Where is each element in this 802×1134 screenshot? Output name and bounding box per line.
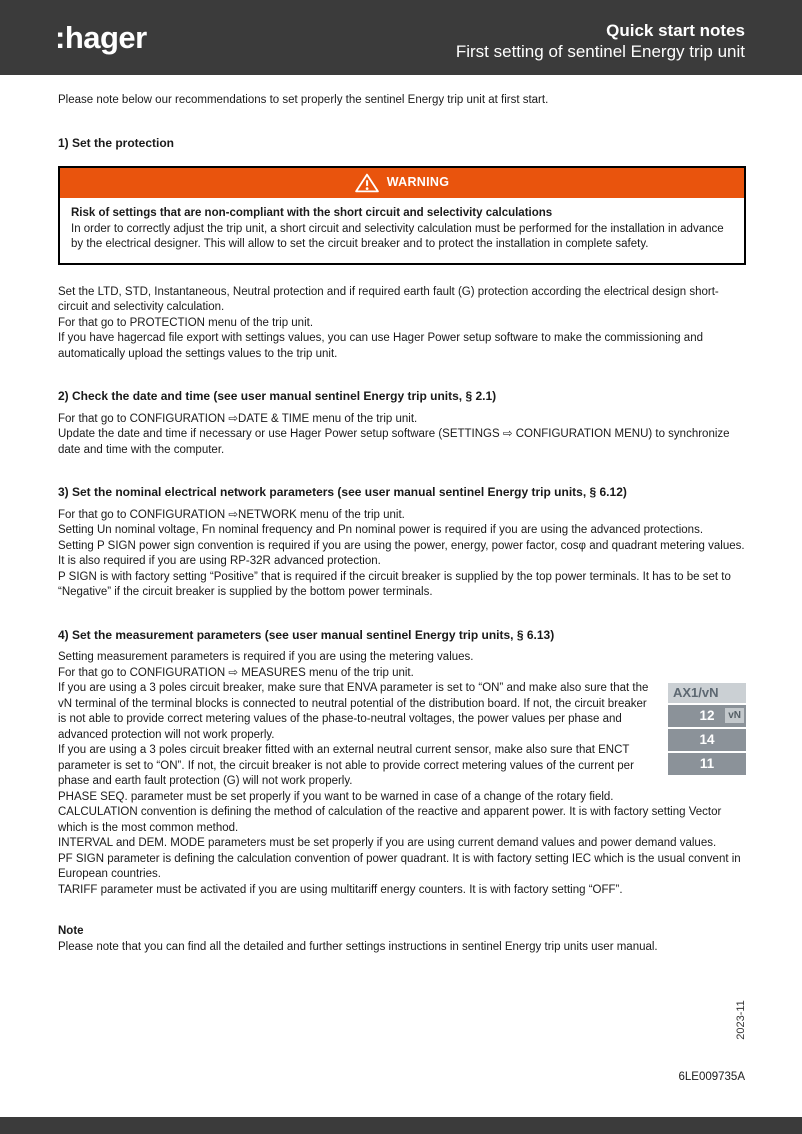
section-2-paragraphs (58, 412, 746, 459)
warning-label: WARNING (386, 175, 450, 190)
paragraph: CALCULATION convention is defining the method of calculation of the reactive and apparent power. It is with factory setting Vector which is the most common method. (58, 806, 722, 834)
paragraph: For that go to CONFIGURATION ⇨DATE & TIME menu of the trip unit. (58, 412, 418, 425)
paragraph: INTERVAL and DEM. MODE parameters must be set properly if you are using current demand values and power demand values. (58, 837, 717, 849)
paragraph: If you have hagercad file export with settings values, you can use Hager Power setup software to make the commissioning and automatically upload the settings values to the trip unit. (58, 332, 703, 360)
paragraph: TARIFF parameter must be activated if you are using multitariff energy counters. It is with factory setting “OFF”. (58, 883, 623, 896)
terminal-vn-tag: vN (725, 708, 744, 723)
paragraph: If you are using a 3 poles circuit breaker fitted with an external neutral current sensor, make also sure that ENCT parameter is set to “ON”. If not, the circuit breaker is not able to provide correct metering values of the current per phase and earth fault protection (G) will not work properly. (58, 744, 634, 787)
section-2-heading: 2) Check the date and time (see user manual sentinel Energy trip units, § 2.1) (58, 389, 497, 403)
warning-text: In order to correctly adjust the trip unit, a short circuit and selectivity calculation must be performed for the installation in advance by the electrical designer. This will allow to set the circuit breaker and to protect the installation in complete safety. (71, 222, 724, 250)
content-column (58, 75, 746, 955)
note-heading: Note (58, 925, 84, 937)
intro-text: Please note below our recommendations to set properly the sentinel Energy trip unit at first start. (58, 94, 549, 106)
section-3-heading: 3) Set the nominal electrical network parameters (see user manual sentinel Energy trip units, § 6.12) (58, 485, 627, 499)
paragraph: P SIGN is with factory setting “Positive” that is required if the circuit breaker is supplied by the top power terminals. It has to be set to “Negative” if the circuit breaker is supplied by the bottom power terminals. (58, 570, 731, 598)
doc-title: Quick start notes (606, 20, 745, 40)
terminal-number: 12 (699, 708, 715, 724)
warning-title: Risk of settings that are non-compliant with the short circuit and selectivity calculations (71, 207, 553, 219)
terminal-row-14 (668, 729, 746, 751)
section-4-paragraphs (58, 650, 746, 898)
note-text: Please note that you can find all the detailed and further settings instructions in sentinel Energy trip units user manual. (58, 940, 658, 953)
side-date: 2023-11 (735, 1000, 747, 1040)
paragraph: Update the date and time if necessary or use Hager Power setup software (SETTINGS ⇨ CONFIGURATION MENU) to synchronize date and time with the computer. (58, 428, 730, 456)
paragraph: Setting P SIGN power sign convention is required if you are using the power, energy, power factor, cosφ and quadrant metering values. It is also required if you are using RP-32R advanced protection. (58, 539, 745, 567)
page-footer (0, 1117, 802, 1134)
warning-box (58, 166, 746, 265)
paragraph: Set the LTD, STD, Instantaneous, Neutral protection and if required earth fault (G) protection according the electrical design short-circuit and selectivity calculation. (58, 285, 719, 313)
section-1-heading: 1) Set the protection (58, 135, 175, 150)
terminal-block-label: AX1/vN (668, 683, 746, 703)
document-reference: 6LE009735A (678, 1071, 745, 1083)
hager-logo: :hager (55, 19, 147, 55)
terminal-block-image (668, 683, 746, 775)
header-titles (456, 20, 745, 62)
paragraph: PF SIGN parameter is defining the calculation convention of power quadrant. It is with factory setting IEC which is the usual convent in European countries. (58, 852, 741, 880)
paragraph: Setting Un nominal voltage, Fn nominal frequency and Pn nominal power is required if you are using the advanced protections. (58, 524, 704, 536)
warning-triangle-icon (355, 173, 379, 193)
paragraph: PHASE SEQ. parameter must be set properly if you want to be warned in case of a change of the rotary field. (58, 790, 614, 803)
paragraph: For that go to CONFIGURATION ⇨NETWORK menu of the trip unit. (58, 508, 405, 521)
doc-subtitle: First setting of sentinel Energy trip unit (455, 41, 745, 61)
terminal-row-12 (668, 705, 746, 727)
warning-header (60, 168, 744, 198)
paragraph: Setting measurement parameters is required if you are using the metering values. (58, 651, 474, 663)
terminal-number: 14 (699, 732, 715, 748)
section-4-heading: 4) Set the measurement parameters (see user manual sentinel Energy trip units, § 6.13) (58, 627, 555, 642)
page-header (0, 0, 802, 75)
section-3-paragraphs (58, 508, 746, 601)
terminal-number: 11 (699, 756, 715, 772)
paragraph: If you are using a 3 poles circuit breaker, make sure that ENVA parameter is set to “ON” and make also sure that the vN terminal of the terminal blocks is connected to neutral potential of the distribution board. If not, the circuit breaker is not able to provide correct metering values of the phase-to-neutral voltages, the power values per phase and advanced protection will not work properly. (58, 682, 649, 741)
warning-body (60, 198, 744, 263)
terminal-row-11 (668, 753, 746, 775)
paragraph: For that go to CONFIGURATION ⇨ MEASURES menu of the trip unit. (58, 666, 414, 679)
section-1-paragraphs (58, 285, 746, 363)
paragraph: For that go to PROTECTION menu of the trip unit. (58, 316, 314, 329)
